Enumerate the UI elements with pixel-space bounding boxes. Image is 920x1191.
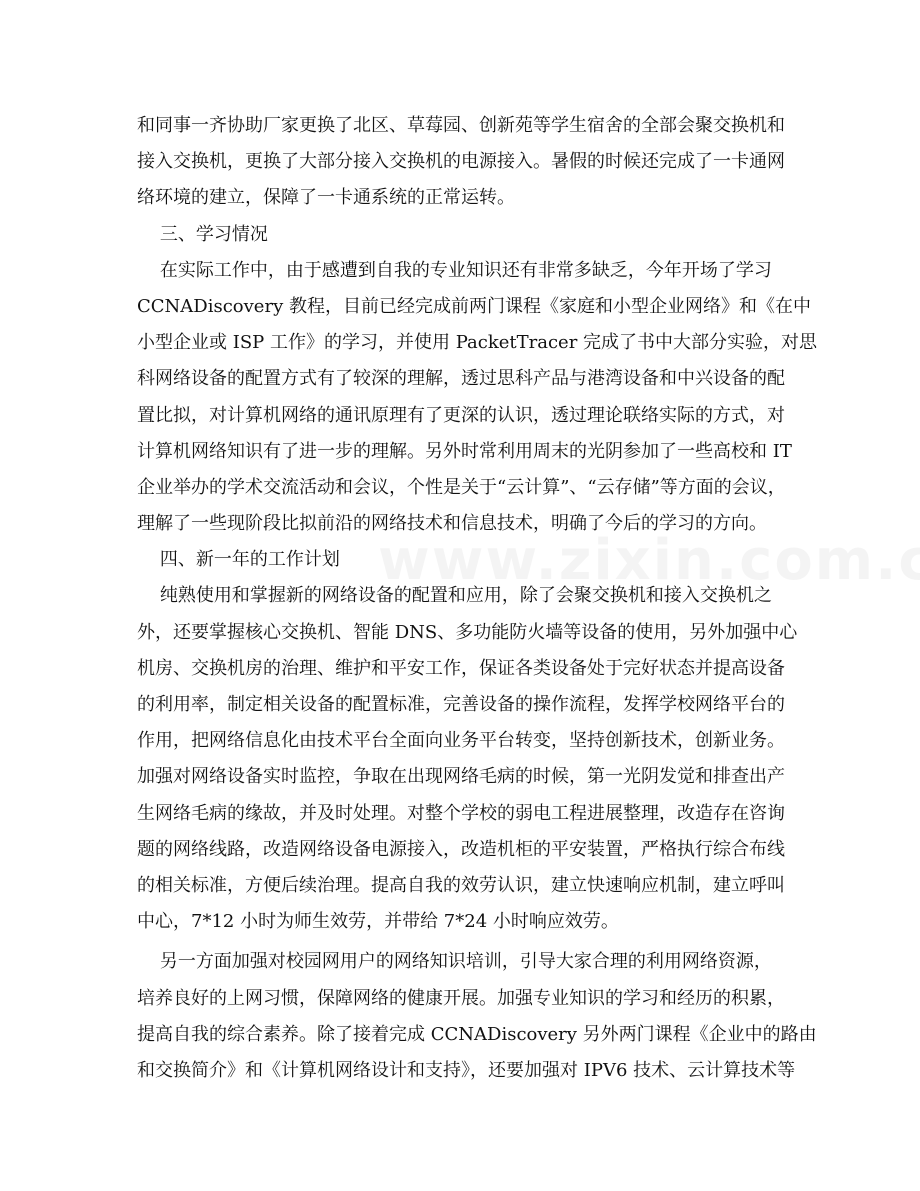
section-heading-learning: 三、学习情况 [137, 223, 268, 245]
text-line-26: 提高自我的综合素养。除了接着完成 CCNADiscovery 另外两门课程《企业中的路由 [137, 1023, 817, 1045]
text-line-2: 接入交换机，更换了大部分接入交换机的电源接入。暑假的时候还完成了一卡通网 [137, 151, 785, 173]
text-line-6: CCNADiscovery 教程，目前已经完成前两门课程《家庭和小型企业网络》和《在中 [137, 295, 811, 317]
text-line-24: 另一方面加强对校园网用户的网络知识培训，引导大家合理的利用网络资源， [137, 951, 772, 973]
text-line-15: 外，还要掌握核心交换机、智能 DNS、多功能防火墙等设备的使用，另外加强中心 [137, 621, 798, 643]
text-line-3: 络环境的建立，保障了一卡通系统的正常运转。 [137, 187, 515, 209]
text-line-23: 中心，7*12 小时为师生效劳，并带给 7*24 小时响应效劳。 [137, 911, 619, 933]
text-line-17: 的利用率，制定相关设备的配置标准，完善设备的操作流程，发挥学校网络平台的 [137, 694, 785, 715]
text-line-8: 科网络设备的配置方式有了较深的理解，透过思科产品与港湾设备和中兴设备的配 [137, 368, 785, 390]
text-line-19: 加强对网络设备实时监控，争取在出现网络毛病的时候，第一光阴发觉和排查出产 [137, 766, 785, 788]
text-line-10: 计算机网络知识有了进一步的理解。另外时常利用周末的光阴参加了一些高校和 IT [137, 440, 792, 462]
text-line-11: 企业举办的学术交流活动和会议，个性是关于“云计算”、“云存储”等方面的会议， [137, 476, 786, 498]
text-line-5: 在实际工作中，由于感遭到自我的专业知识还有非常多缺乏，今年开场了学习 [137, 259, 772, 281]
text-line-20: 生网络毛病的缘故，并及时处理。对整个学校的弱电工程进展整理，改造存在咨询 [137, 802, 785, 824]
text-line-14: 纯熟使用和掌握新的网络设备的配置和应用，除了会聚交换机和接入交换机之 [137, 585, 772, 607]
text-line-16: 机房、交换机房的治理、维护和平安工作，保证各类设备处于完好状态并提高设备 [137, 657, 785, 679]
text-line-25: 培养良好的上网习惯，保障网络的健康开展。加强专业知识的学习和经历的积累， [137, 987, 785, 1009]
text-line-9: 置比拟，对计算机网络的通讯原理有了更深的认识，透过理论联络实际的方式，对 [137, 404, 785, 426]
section-heading-plan: 四、新一年的工作计划 [137, 549, 340, 571]
text-line-18: 作用，把网络信息化由技术平台全面向业务平台转变，坚持创新技术，创新业务。 [137, 730, 785, 752]
text-line-22: 的相关标准，方便后续治理。提高自我的效劳认识，建立快速响应机制，建立呼叫 [137, 874, 785, 896]
text-line-1: 和同事一齐协助厂家更换了北区、草莓园、创新苑等学生宿舍的全部会聚交换机和 [137, 115, 785, 136]
text-line-12: 理解了一些现阶段比拟前沿的网络技术和信息技术，明确了今后的学习的方向。 [137, 513, 767, 535]
text-line-27: 和交换简介》和《计算机网络设计和支持》，还要加强对 IPV6 技术、云计算技术等 [137, 1059, 796, 1081]
document-body [137, 108, 818, 1089]
text-line-7: 小型企业或 ISP 工作》的学习，并使用 PacketTracer 完成了书中大部分实验，对思 [137, 332, 818, 354]
text-line-21: 题的网络线路，改造网络设备电源接入，改造机柜的平安装置，严格执行综合布线 [137, 838, 785, 860]
